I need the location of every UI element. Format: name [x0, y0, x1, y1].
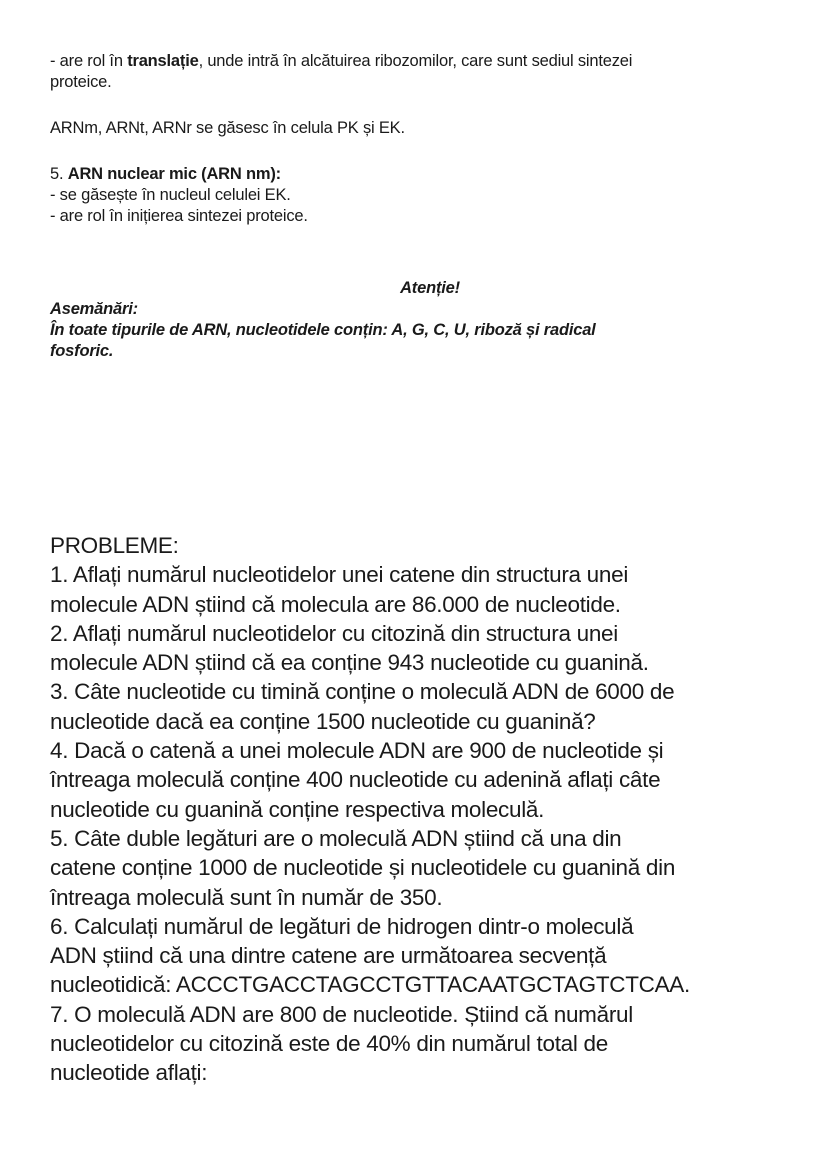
problem-line: nucleotidică: ACCCTGACCTAGCCTGTTACAATGCTAGTCTCAA.	[50, 972, 690, 998]
bold-term-translation: translație	[127, 52, 199, 70]
problem-line: 6. Calculați numărul de legături de hidrogen dintr-o moleculă	[50, 913, 634, 939]
text: - are rol în	[50, 52, 128, 70]
problem-line: întreaga moleculă conține 400 nucleotide cu adenină aflați câte	[50, 767, 661, 793]
problem-line: nucleotide cu guanină conține respectiva moleculă.	[50, 796, 545, 822]
problem-line: nucleotide aflați:	[50, 1060, 208, 1086]
similarities-text-cont: fosforic.	[50, 342, 114, 360]
problem-line: molecule ADN știind că molecula are 86.000 de nucleotide.	[50, 591, 621, 617]
problem-line: 7. O moleculă ADN are 800 de nucleotide. Știind că numărul	[50, 1001, 633, 1027]
bullet-item: - are rol în inițierea sintezei proteice.	[50, 207, 308, 225]
similarities-text: În toate tipurile de ARN, nucleotidele conțin: A, G, C, U, riboză și radical	[50, 321, 596, 339]
section-title: ARN nuclear mic (ARN nm):	[67, 165, 281, 183]
translation-role-line-cont: proteice.	[50, 73, 112, 91]
arn-location-summary: ARNm, ARNt, ARNr se găsesc în celula PK și EK.	[50, 119, 405, 137]
problems-block	[50, 531, 790, 1088]
problem-line: nucleotidelor cu citozină este de 40% din numărul total de	[50, 1031, 608, 1057]
section-number: 5.	[50, 165, 68, 183]
problem-line: 1. Aflați numărul nucleotidelor unei catene din structura unei	[50, 562, 629, 588]
attention-block	[50, 278, 790, 362]
problem-line: nucleotide dacă ea conține 1500 nucleotide cu guanină?	[50, 708, 596, 734]
attention-heading: Atenție!	[400, 279, 460, 297]
section-heading	[50, 164, 308, 185]
problem-line: catene conține 1000 de nucleotide și nucleotidele cu guanină din	[50, 855, 676, 881]
problem-line: 3. Câte nucleotide cu timină conține o moleculă ADN de 6000 de	[50, 679, 675, 705]
similarities-heading: Asemănări:	[50, 300, 138, 318]
problems-heading: PROBLEME:	[50, 533, 179, 558]
problem-line: molecule ADN știind că ea conține 943 nucleotide cu guanină.	[50, 650, 649, 676]
problem-line: întreaga moleculă sunt în număr de 350.	[50, 884, 443, 910]
section-arn-nm	[50, 164, 308, 227]
problem-line: 4. Dacă o catenă a unei molecule ADN are 900 de nucleotide și	[50, 738, 664, 764]
problem-line: 2. Aflați numărul nucleotidelor cu citozină din structura unei	[50, 620, 618, 646]
problem-line: ADN știind că una dintre catene are următoarea secvență	[50, 943, 607, 969]
problem-line: 5. Câte duble legături are o moleculă ADN știind că una din	[50, 825, 622, 851]
text: , unde intră în alcătuirea ribozomilor, care sunt sediul sintezei	[198, 52, 633, 70]
translation-role-line	[50, 51, 790, 72]
intro-block	[50, 51, 790, 93]
bullet-item: - se găsește în nucleul celulei EK.	[50, 186, 291, 204]
